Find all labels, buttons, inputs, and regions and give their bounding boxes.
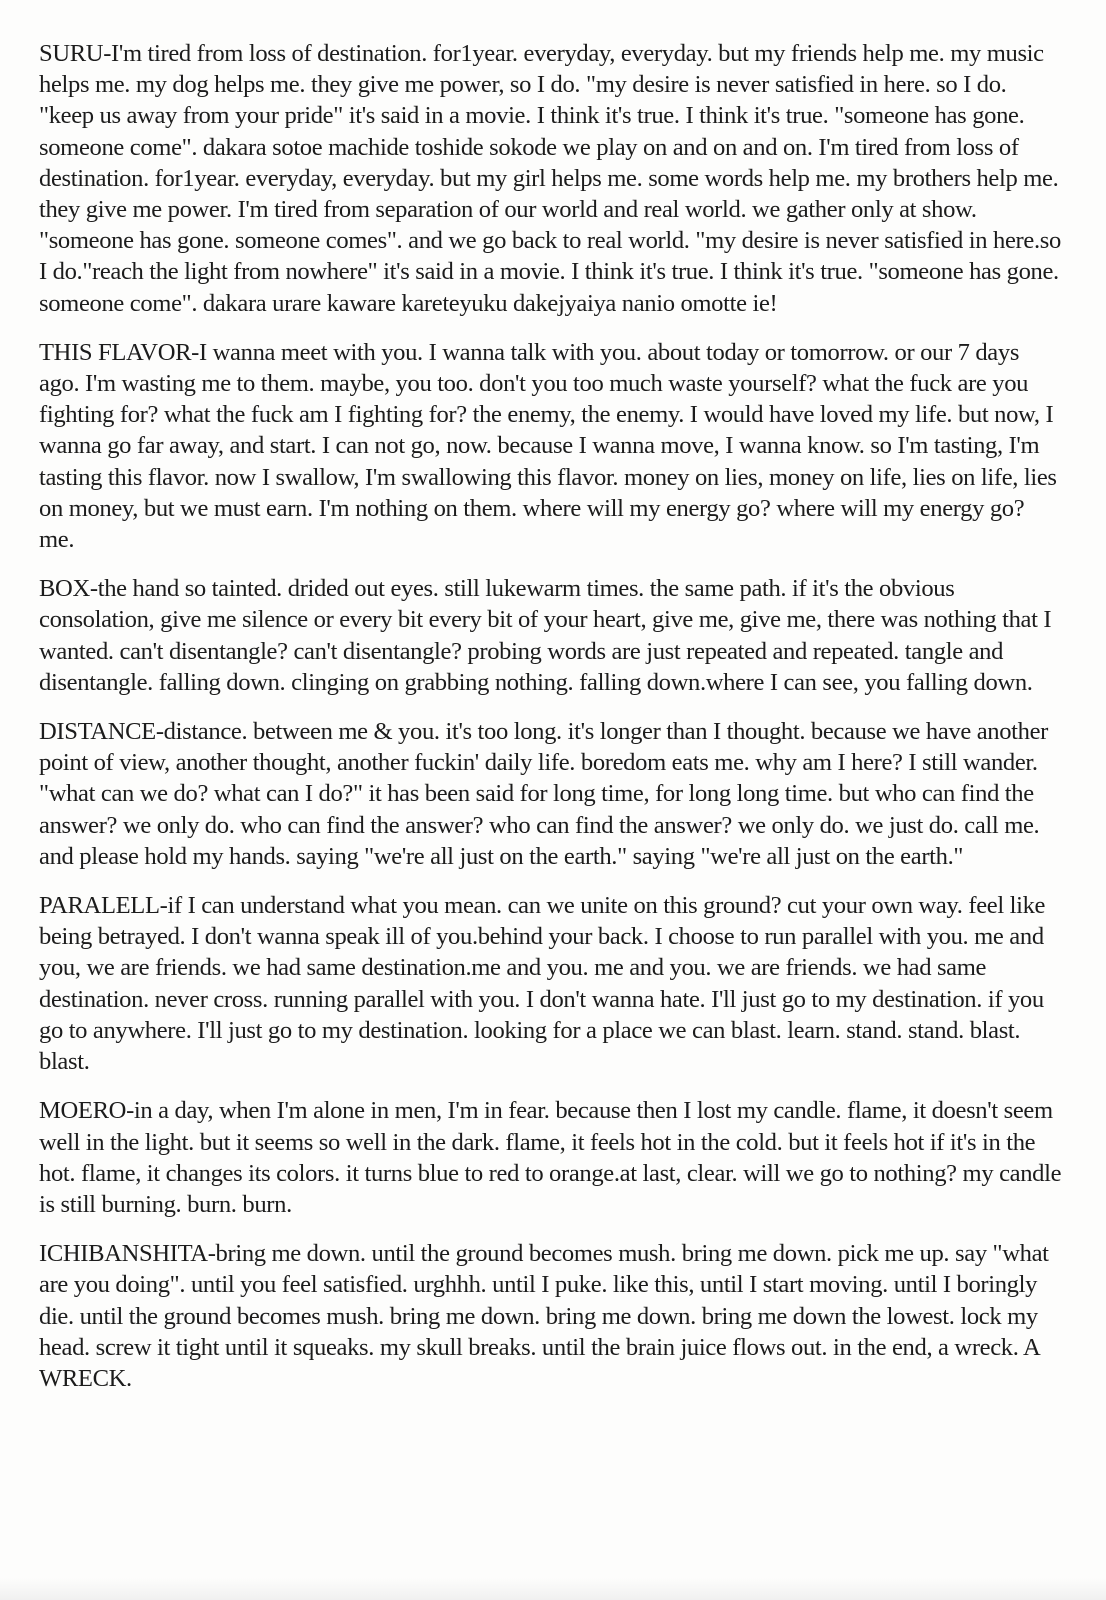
lyrics-body (39, 38, 1063, 1412)
song-ichibanshita: ICHIBANSHITA-bring me down. until the ground becomes mush. bring me down. pick me up. say "what are you doing". until you feel satisfied. urghhh. until I puke. like this, until I start moving. until I boringly die. until the ground becomes mush. bring me down. bring me down. bring me down the lowest. lock my head. screw it tight until it squeaks. my skull breaks. until the brain juice flows out. in the end, a wreck. A WRECK. (39, 1240, 1049, 1392)
scan-edge-shadow (0, 1578, 1106, 1600)
song-this-flavor: THIS FLAVOR-I wanna meet with you. I wanna talk with you. about today or tomorrow. or our 7 days ago. I'm wasting me to them. maybe, you too. don't you too much waste yourself? what the fuck are you fighting for? what the fuck am I fighting for? the enemy, the enemy. I would have loved my life. but now, I wanna go far away, and start. I can not go, now. because I wanna move, I wanna know. so I'm tasting, I'm tasting this flavor. now I swallow, I'm swallowing this flavor. money on lies, money on life, lies on life, lies on money, but we must earn. I'm nothing on them. where will my energy go? where will my energy go? me. (39, 338, 1057, 554)
song-distance: DISTANCE-distance. between me & you. it's too long. it's longer than I thought. because we have another point of view, another thought, another fuckin' daily life. boredom eats me. why am I here? I still wander. "what can we do? what can I do?" it has been said for long time, for long long time. but who can find the answer? we only do. who can find the answer? who can find the answer? we only do. we just do. call me. and please hold my hands. saying "we're all just on the earth." saying "we're all just on the earth." (39, 718, 1048, 870)
song-box: BOX-the hand so tainted. drided out eyes. still lukewarm times. the same path. if it's the obvious consolation, give me silence or every bit every bit of your heart, give me, give me, there was nothing that I wanted. can't disentangle? can't disentangle? probing words are just repeated and repeated. tangle and disentangle. falling down. clinging on grabbing nothing. falling down.where I can see, you falling down. (39, 575, 1052, 696)
song-paralell: PARALELL-if I can understand what you mean. can we unite on this ground? cut your own way. feel like being betrayed. I don't wanna speak ill of you.behind your back. I choose to run parallel with you. me and you, we are friends. we had same destination.me and you. me and you. we are friends. we had same destination. never cross. running parallel with you. I don't wanna hate. I'll just go to my destination. if you go to anywhere. I'll just go to my destination. looking for a place we can blast. learn. stand. stand. blast. blast. (39, 892, 1046, 1076)
song-moero: MOERO-in a day, when I'm alone in men, I'm in fear. because then I lost my candle. flame, it doesn't seem well in the light. but it seems so well in the dark. flame, it feels hot in the cold. but it feels hot if it's in the hot. flame, it changes its colors. it turns blue to red to orange.at last, clear. will we go to nothing? my candle is still burning. burn. burn. (39, 1097, 1062, 1218)
song-suru: SURU-I'm tired from loss of destination. for1year. everyday, everyday. but my friends help me. my music helps me. my dog helps me. they give me power, so I do. "my desire is never satisfied in here. so I do. "keep us away from your pride" it's said in a movie. I think it's true. I think it's true. "someone has gone. someone come". dakara sotoe machide toshide sokode we play on and on and on. I'm tired from loss of destination. for1year. everyday, everyday. but my girl helps me. some words help me. my brothers help me. they give me power. I'm tired from separation of our world and real world. we gather only at show. "someone has gone. someone comes". and we go back to real world. "my desire is never satisfied in here.so I do."reach the light from nowhere" it's said in a movie. I think it's true. I think it's true. "someone has gone. someone come". dakara urare kaware kareteyuku dakejyaiya nanio omotte ie! (39, 40, 1061, 317)
